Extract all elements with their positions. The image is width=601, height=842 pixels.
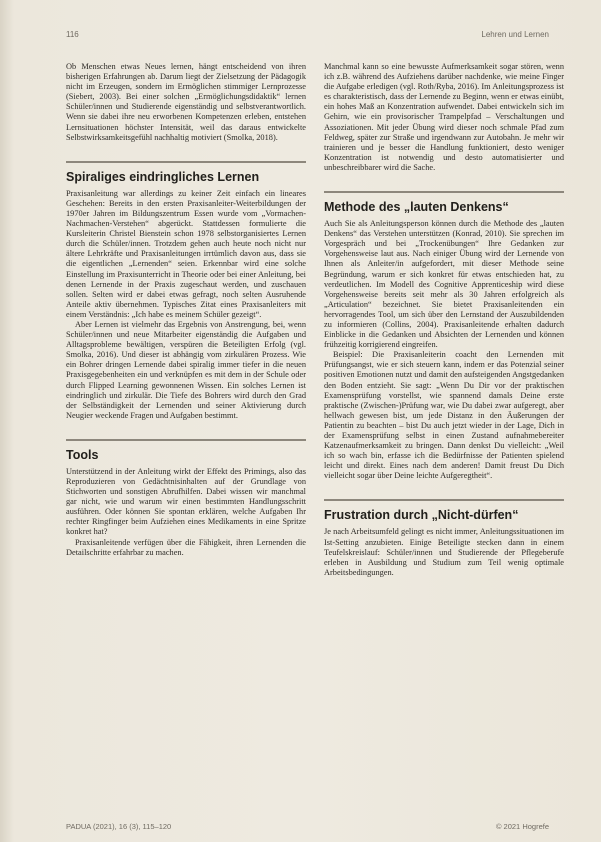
section-heading: Methode des „lauten Denkens“: [324, 200, 509, 215]
section-heading: Spiraliges eindringliches Lernen: [66, 169, 260, 184]
section-rule: [66, 161, 306, 163]
body-paragraph: Unterstützend in der Anleitung wirkt der Effekt des Primings, also das Reproduzieren von Gedächtnisinhalten auf der Grundlage von Stichworten und sonstigen Abrufhilfen. Dabei wissen wir manchmal gar nicht, wie und warum wir einen bestimmten Handlungsschritt ausführen. Oder können Sie spontan erklären, welche Aufgaben Ihr rechter Ringfinger beim Aufziehen eines Medikaments in eine Spritze konkret hat?: [66, 466, 306, 537]
intro-paragraph: Ob Menschen etwas Neues lernen, hängt entscheidend von ihren bisherigen Erfahrungen ab. Darum liegt der Zielsetzung der Pädagogik nicht im Erzeugen, sondern im Ermöglichen stimmiger Lernprozesse (Siebert, 2003). Bei einer solchen „Ermöglichungsdidaktik“ lernen Schüler/innen und Studierende eigenständig und selbstverantwortlich. Wenn sie dabei ihre neu erworbenen Kompetenzen erleben, entstehen Lernsituationen höchster Intensität, weil das daraus entwickelte Selbstwirksamkeitsgefühl nachhaltig motiviert (Smolka, 2018).: [66, 62, 306, 142]
body-paragraph: Praxisanleitende verfügen über die Fähigkeit, ihren Lernenden die Detailschritte erfahrbar zu machen.: [66, 537, 306, 557]
body-paragraph: Praxisanleitung war allerdings zu keiner Zeit einfach ein lineares Geschehen: Bereits in den ersten Praxisanleiter-Weiterbildungen der 1970er Jahren im Bildungszentrum Essen wurde vom „Vormachen-Nachmachen-Verstehen“ abgerückt. Stattdessen formulierte die Kursleiterin Christel Bienstein schon 1978 selbstorganisiertes Lernen durch die Schüler/innen. Trotzdem gehen auch heute noch nicht nur ältere Lehrkräfte und Praxisanleitungen irrtümlich davon aus, dass sie die eigentlichen „Lernenden“ seien. Erkennbar wird eine solche Einstellung im Praxisunterricht in Theorie oder bei einer Anleitung, bei denen Lernende in der Praxis zugeschaut werden, und zuschauen sollen. Selten wird er dabei etwas gefragt, noch selten Ausruhende Anteile aktiv übernehmen. Typisches Zitat eines Praxisanleiters mit einem Verständnis: „Ich habe es meinem Schüler gezeigt“.: [66, 188, 306, 319]
page-header: [66, 30, 549, 44]
page-footer: [66, 822, 549, 834]
section-frustration: [324, 499, 564, 577]
section-rule: [324, 191, 564, 193]
body-paragraph: Auch Sie als Anleitungsperson können durch die Methode des „lauten Denkens“ das Verstehen unterstützen (Konrad, 2010). Sie sprechen im Vorgespräch und bei „Trockenübungen“ Ihre Gedanken zur Vorgehensweise laut aus. Nach einiger Übung wird der Lernende von Ihnen als Anleiter/in aufgefordert, mit dieser Methode seine Begründung, warum er sich konkret für etwas entschieden hat, zu verdeutlichen. Im Modell des Cognitive Apprenticeship wird diese Vorgehensweise bereits seit mehr als 30 Jahren erfolgreich als „Articulation“ bezeichnet. Sie bietet Praxisanleitenden ein hervorragendes Tool, um sich über den Lernstand der Auszubildenden zu informieren (Collins, 2004). Praxisanleitende erhalten dadurch Einblicke in die Gedanken und Absichten der Lernenden und können frühzeitig korrigierend eingreifen.: [324, 219, 564, 350]
section-rule: [324, 499, 564, 501]
running-title: Lehren und Lernen: [481, 30, 549, 39]
journal-citation: PADUA (2021), 16 (3), 115–120: [66, 822, 172, 831]
body-paragraph: Beispiel: Die Praxisanleiterin coacht den Lernenden mit Prüfungsangst, wie er sich steuern kann, indem er das Potenzial seiner positiven Emotionen nutzt und damit den aufsteigenden Angstgedanken den Boden entzieht. Sie sagt: „Wenn Du Dir vor der praktischen Examensprüfung vorstellst, wie spannend damals Deine erste praktische (Zwischen-)Prüfung war, wie Du dabei zwar aufgeregt, aber hellwach gewesen bist, um jede Distanz in den Äußerungen der Patientin zu beachten – bist Du auch jetzt wieder in der Lage, Dich in der Examensprüfung selbst in einen Zustand aufnahmebereiter Katzenaufmerksamkeit zu bringen. Dann denkst Du vielleicht: „Weil ich so wach bin, erfasse ich die Bedürfnisse der Patienten spielend leicht und direkt. Eines nach dem anderen! Damit freust Du Dich vielleicht sogar über Deine leichte Aufgeregtheit“.: [324, 350, 564, 481]
section-lautes-denken: [324, 191, 564, 481]
section-heading: Tools: [66, 447, 99, 462]
copyright-notice: © 2021 Hogrefe: [495, 822, 549, 831]
section-heading: Frustration durch „Nicht-dürfen“: [324, 508, 519, 523]
body-paragraph: Je nach Arbeitsumfeld gelingt es nicht immer, Anleitungssituationen im Ist-Setting anzubieten. Einige Beteiligte stecken dann in einem Teufelskreislauf: Schüler/innen und Studierende der Pflegeberufe erleben in Ausbildung und Studium zum Teil wenig optimale Arbeitsbedingungen.: [324, 527, 564, 577]
section-tools: [66, 439, 306, 558]
intro-paragraph: Manchmal kann so eine bewusste Aufmerksamkeit sogar stören, wenn ich z.B. während des Aufziehens darüber nachdenke, wie meine Finger die Aufgabe erledigen (vgl. Roth/Ryba, 2016). Im Anleitungsprozess ist es charakteristisch, dass der Lernende zu Beginn, wenn er etwas einübt, ein hohes Maß an Konzentration aufwendet. Dabei entwickeln sich im Gehirn, wie ein provisorischer Trampelpfad – Verschaltungen und Assoziationen. Mit jeder Übung wird dieser noch schmale Pfad zum Feldweg, später zur Straße und irgendwann zur Autobahn. Je mehr wir trainieren und je besser die Handlung funktioniert, desto weniger Konzentration ist notwendig und desto automatisierter und unbeschreibbarer wird die Sache.: [324, 62, 564, 172]
page-number: 116: [66, 30, 79, 39]
left-column: [66, 62, 306, 558]
right-column: [324, 62, 564, 578]
section-spiraliges-lernen: [66, 161, 306, 421]
body-paragraph: Aber Lernen ist vielmehr das Ergebnis von Anstrengung, bei, wenn Schüler/innen und neue Mitarbeiter eigenständig die Aufgaben und Alltagsprobleme bewältigen, verspüren die Beteiligten Erfolg (vgl. Smolka, 2016). Und dieser ist abhängig vom zirkulären Prozess. Wie ein Bohrer dringen Lernende dabei spiralig immer tiefer in die neuen Praxisgegebenheiten ein und verknüpfen es mit dem in der Schule oder durch Flipped Learning gewonnenen Wissen. Ein solches Lernen ist eindringlich und zirkulär. Die Tiefe des Bohrers wird durch den Grad der Selbständigkeit der Lernenden und seiner Aktivierung durch Neugier weckende Fragen und Aufgaben bestimmt.: [66, 319, 306, 420]
section-rule: [66, 439, 306, 441]
